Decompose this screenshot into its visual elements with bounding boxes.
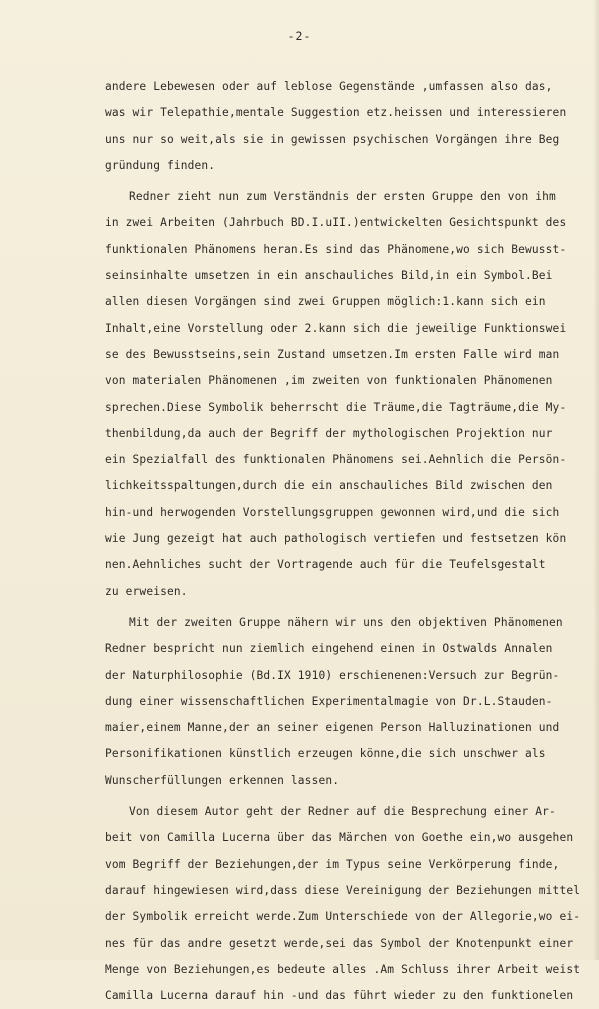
text-line: Menge von Beziehungen,es bedeute alles .Am Schluss ihrer Arbeit weist	[105, 962, 581, 976]
text-line: ein Spezialfall des funktionalen Phänomens sei.Aehnlich die Persön-	[105, 453, 567, 467]
text-line: uns nur so weit,als sie in gewissen psychischen Vorgängen ihre Beg	[105, 132, 560, 146]
text-line: allen diesen Vorgängen sind zwei Gruppen möglich:1.kann sich ein	[105, 295, 546, 309]
text-line: beit von Camilla Lucerna über das Märchen von Goethe ein,wo ausgehen	[105, 831, 574, 845]
text-line: maier,einem Manne,der an seiner eigenen Person Halluzinationen und	[105, 721, 560, 735]
paragraph	[105, 184, 595, 605]
text-line: nen.Aehnliches sucht der Vortragende auch für die Teufelsgestalt	[105, 558, 546, 572]
text-line: Redner zieht nun zum Verständnis der ersten Gruppe den von ihm	[129, 190, 556, 204]
text-line: von materialen Phänomenen ,im zweiten von funktionalen Phänomenen	[105, 374, 553, 388]
paragraph	[105, 799, 595, 1009]
text-line: Wunscherfüllungen erkennen lassen.	[105, 773, 340, 787]
text-line: zu erweisen.	[105, 584, 188, 598]
body-text	[105, 74, 595, 1009]
text-line: der Symbolik erreicht werde.Zum Unterschiede von der Allegorie,wo ei-	[105, 910, 581, 924]
text-line: was wir Telepathie,mentale Suggestion etz.heissen und interessieren	[105, 106, 567, 120]
text-line: Inhalt,eine Vorstellung oder 2.kann sich die jeweilige Funktionswei	[105, 321, 567, 335]
text-line: darauf hingewiesen wird,dass diese Vereinigung der Beziehungen mittel	[105, 883, 581, 897]
text-line: der Naturphilosophie (Bd.IX 1910) erschienenen:Versuch zur Begrün-	[105, 668, 560, 682]
text-line: Personifikationen künstlich erzeugen könne,die sich unschwer als	[105, 747, 546, 761]
text-line: seinsinhalte umsetzen in ein anschauliches Bild,in ein Symbol.Bei	[105, 269, 553, 283]
text-line: in zwei Arbeiten (Jahrbuch BD.I.uII.)entwickelten Gesichtspunkt des	[105, 216, 567, 230]
text-line: sprechen.Diese Symbolik beherrscht die Träume,die Tagträume,die My-	[105, 400, 567, 414]
page-number: -2-	[287, 29, 312, 43]
text-line: nes für das andre gesetzt werde,sei das Symbol der Knotenpunkt einer	[105, 936, 574, 950]
text-line: andere Lebewesen oder auf leblose Gegenstände ,umfassen also das,	[105, 80, 553, 93]
text-line: Camilla Lucerna darauf hin -und das führt wieder zu den funktionelen	[105, 989, 574, 1003]
paragraph	[105, 610, 595, 794]
paragraph	[105, 74, 595, 179]
text-line: thenbildung,da auch der Begriff der mythologischen Projektion nur	[105, 426, 553, 440]
text-line: hin-und herwogenden Vorstellungsgruppen gewonnen wird,und die sich	[105, 505, 560, 519]
text-line: wie Jung gezeigt hat auch pathologisch vertiefen und festsetzen kön	[105, 532, 567, 546]
text-line: dung einer wissenschaftlichen Experimentalmagie von Dr.L.Stauden-	[105, 694, 553, 708]
text-line: lichkeitsspaltungen,durch die ein anschauliches Bild zwischen den	[105, 479, 553, 493]
text-line: Von diesem Autor geht der Redner auf die Besprechung einer Ar-	[129, 805, 556, 819]
text-line: se des Bewusstseins,sein Zustand umsetzen.Im ersten Falle wird man	[105, 347, 560, 361]
text-line: Redner bespricht nun ziemlich eingehend einen in Ostwalds Annalen	[105, 642, 553, 656]
text-line: gründung finden.	[105, 158, 216, 172]
text-line: vom Begriff der Beziehungen,der im Typus seine Verkörperung finde,	[105, 857, 560, 871]
text-line: funktionalen Phänomens heran.Es sind das Phänomene,wo sich Bewusst-	[105, 242, 567, 256]
text-line: Mit der zweiten Gruppe nähern wir uns den objektiven Phänomenen	[129, 615, 563, 629]
